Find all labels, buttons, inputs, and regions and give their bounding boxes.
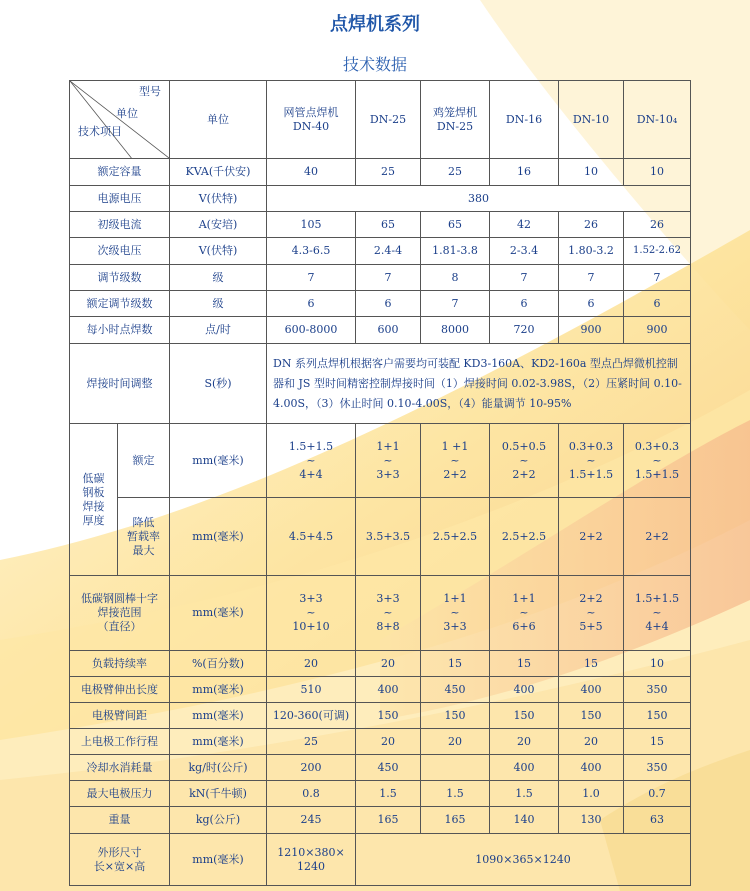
table-cell: 400 [490, 755, 559, 781]
table-cell: 2.4-4 [356, 238, 421, 265]
table-cell: 2+2 [559, 498, 624, 576]
table-cell: 10 [624, 651, 691, 677]
row-unit: kN(千牛顿) [170, 781, 267, 807]
row-unit: V(伏特) [170, 186, 267, 212]
table-cell: 1090×365×1240 [356, 834, 691, 886]
table-cell: 450 [356, 755, 421, 781]
table-cell: 2+2 ~ 5+5 [559, 576, 624, 651]
table-row [70, 212, 691, 238]
row-unit: mm(毫米) [170, 424, 267, 498]
table-cell: 600 [356, 317, 421, 344]
table-cell: 400 [559, 677, 624, 703]
table-row [70, 703, 691, 729]
table-cell: 105 [267, 212, 356, 238]
table-cell: 140 [490, 807, 559, 834]
model-header: 网管点焊机 DN-40 [267, 81, 356, 159]
table-cell: 20 [356, 651, 421, 677]
row-label: 冷却水消耗量 [70, 755, 170, 781]
table-row [70, 807, 691, 834]
table-cell: 25 [421, 159, 490, 186]
row-label: 负载持续率 [70, 651, 170, 677]
table-cell: 720 [490, 317, 559, 344]
model-header: DN-10₄ [624, 81, 691, 159]
table-cell: 245 [267, 807, 356, 834]
table-row [70, 317, 691, 344]
row-unit: 级 [170, 291, 267, 317]
table-cell: 7 [356, 265, 421, 291]
table-row [70, 498, 691, 576]
row-label: 上电极工作行程 [70, 729, 170, 755]
table-row [70, 729, 691, 755]
table-cell: 7 [421, 291, 490, 317]
table-cell: 1.81-3.8 [421, 238, 490, 265]
table-cell: 7 [490, 265, 559, 291]
row-unit: mm(毫米) [170, 729, 267, 755]
table-cell: 350 [624, 677, 691, 703]
table-cell: 380 [267, 186, 691, 212]
table-cell: 63 [624, 807, 691, 834]
weld-time-note: DN 系列点焊机根据客户需要均可装配 KD3-160A、KD2-160a 型点凸焊微机控制器和 JS 型时间精密控制焊接时间（1）焊接时间 0.02-3.98S，（2）压紧时间 0.10-4.00S，（3）休止时间 0.10-4.00S，（4）能量调节 10-95% [267, 344, 691, 424]
table-cell: 150 [356, 703, 421, 729]
row-unit: 点/时 [170, 317, 267, 344]
table-cell: 3+3 ~ 8+8 [356, 576, 421, 651]
table-cell: 1.5 [356, 781, 421, 807]
table-cell: 20 [559, 729, 624, 755]
table-cell: 7 [267, 265, 356, 291]
table-cell: 150 [490, 703, 559, 729]
table-cell: 6 [356, 291, 421, 317]
table-cell: 510 [267, 677, 356, 703]
table-row [70, 576, 691, 651]
row-unit: KVA(千伏安) [170, 159, 267, 186]
table-row [70, 291, 691, 317]
table-cell: 6 [559, 291, 624, 317]
table-cell: 8000 [421, 317, 490, 344]
row-label: 焊接时间调整 [70, 344, 170, 424]
row-label: 外形尺寸 长×宽×高 [70, 834, 170, 886]
row-label: 电极臂间距 [70, 703, 170, 729]
table-cell: 6 [267, 291, 356, 317]
table-cell: 15 [559, 651, 624, 677]
table-cell: 400 [490, 677, 559, 703]
table-cell: 20 [356, 729, 421, 755]
table-cell [421, 755, 490, 781]
table-cell: 20 [421, 729, 490, 755]
table-cell: 600-8000 [267, 317, 356, 344]
row-label: 降低 暂载率 最大 [118, 498, 170, 576]
table-cell: 6 [490, 291, 559, 317]
table-cell: 1.5 [421, 781, 490, 807]
table-cell: 6 [624, 291, 691, 317]
table-cell: 2+2 [624, 498, 691, 576]
row-unit: mm(毫米) [170, 677, 267, 703]
row-unit: kg(公斤) [170, 807, 267, 834]
table-cell: 450 [421, 677, 490, 703]
row-label: 每小时点焊数 [70, 317, 170, 344]
table-cell: 65 [421, 212, 490, 238]
row-label: 电源电压 [70, 186, 170, 212]
table-cell: 1 +1 ~ 2+2 [421, 424, 490, 498]
table-row [70, 238, 691, 265]
table-row [70, 651, 691, 677]
row-label: 重量 [70, 807, 170, 834]
row-unit: V(伏特) [170, 238, 267, 265]
header-unit-label: 单位 [116, 107, 138, 120]
row-unit: S(秒) [170, 344, 267, 424]
table-cell: 1210×380× 1240 [267, 834, 356, 886]
table-cell: 1.0 [559, 781, 624, 807]
table-cell: 165 [356, 807, 421, 834]
table-cell: 0.7 [624, 781, 691, 807]
table-cell: 10 [624, 159, 691, 186]
table-cell: 200 [267, 755, 356, 781]
table-cell: 15 [421, 651, 490, 677]
table-cell: 15 [490, 651, 559, 677]
row-unit: kg/时(公斤) [170, 755, 267, 781]
header-row [70, 81, 691, 159]
table-cell: 1.5+1.5 ~ 4+4 [267, 424, 356, 498]
model-header: DN-10 [559, 81, 624, 159]
row-unit: A(安培) [170, 212, 267, 238]
table-cell: 20 [490, 729, 559, 755]
row-label: 额定容量 [70, 159, 170, 186]
row-unit: mm(毫米) [170, 834, 267, 886]
table-cell: 3.5+3.5 [356, 498, 421, 576]
row-label: 初级电流 [70, 212, 170, 238]
table-cell: 2.5+2.5 [490, 498, 559, 576]
row-label: 调节级数 [70, 265, 170, 291]
table-cell: 20 [267, 651, 356, 677]
table-row [70, 159, 691, 186]
table-cell: 1.5+1.5 ~ 4+4 [624, 576, 691, 651]
header-item-label: 技术项目 [78, 125, 122, 138]
row-unit: %(百分数) [170, 651, 267, 677]
model-header: DN-25 [356, 81, 421, 159]
row-unit: mm(毫米) [170, 576, 267, 651]
header-model-label: 型号 [139, 85, 161, 98]
table-cell: 7 [624, 265, 691, 291]
table-cell: 1+1 ~ 3+3 [356, 424, 421, 498]
table-cell: 2.5+2.5 [421, 498, 490, 576]
table-cell: 400 [559, 755, 624, 781]
table-cell: 130 [559, 807, 624, 834]
table-cell: 42 [490, 212, 559, 238]
row-label: 次级电压 [70, 238, 170, 265]
table-cell: 0.5+0.5 ~ 2+2 [490, 424, 559, 498]
table-cell: 26 [624, 212, 691, 238]
diagonal-header-cell [70, 81, 170, 159]
table-row [70, 424, 691, 498]
table-cell: 15 [624, 729, 691, 755]
group-label: 低碳 钢板 焊接 厚度 [70, 424, 118, 576]
spec-table [69, 80, 691, 886]
table-cell: 1+1 ~ 3+3 [421, 576, 490, 651]
page-title: 点焊机系列 [330, 14, 420, 35]
table-row [70, 834, 691, 886]
table-row [70, 755, 691, 781]
table-cell: 150 [421, 703, 490, 729]
table-cell: 40 [267, 159, 356, 186]
table-cell: 1+1 ~ 6+6 [490, 576, 559, 651]
table-cell: 7 [559, 265, 624, 291]
page-subtitle: 技术数据 [342, 55, 407, 74]
row-label: 电极臂伸出长度 [70, 677, 170, 703]
row-unit: mm(毫米) [170, 498, 267, 576]
table-cell: 165 [421, 807, 490, 834]
table-cell: 0.8 [267, 781, 356, 807]
model-header: 鸡笼焊机 DN-25 [421, 81, 490, 159]
row-unit: 级 [170, 265, 267, 291]
table-cell: 120-360(可调) [267, 703, 356, 729]
table-cell: 4.3-6.5 [267, 238, 356, 265]
table-cell: 1.5 [490, 781, 559, 807]
table-cell: 400 [356, 677, 421, 703]
table-cell: 0.3+0.3 ~ 1.5+1.5 [624, 424, 691, 498]
table-cell: 26 [559, 212, 624, 238]
row-label: 额定 [118, 424, 170, 498]
table-row [70, 186, 691, 212]
table-cell: 4.5+4.5 [267, 498, 356, 576]
unit-column-header: 单位 [170, 81, 267, 159]
table-row [70, 781, 691, 807]
row-label: 低碳钢圆棒十字 焊接范围 （直径） [70, 576, 170, 651]
table-row [70, 344, 691, 424]
table-cell: 25 [356, 159, 421, 186]
table-cell: 2-3.4 [490, 238, 559, 265]
table-cell: 900 [559, 317, 624, 344]
row-label: 额定调节级数 [70, 291, 170, 317]
table-cell: 0.3+0.3 ~ 1.5+1.5 [559, 424, 624, 498]
table-cell: 25 [267, 729, 356, 755]
table-cell: 1.80-3.2 [559, 238, 624, 265]
model-header: DN-16 [490, 81, 559, 159]
table-cell: 10 [559, 159, 624, 186]
table-cell: 150 [624, 703, 691, 729]
table-cell: 16 [490, 159, 559, 186]
row-label: 最大电极压力 [70, 781, 170, 807]
table-cell: 350 [624, 755, 691, 781]
table-cell: 900 [624, 317, 691, 344]
table-row [70, 677, 691, 703]
table-row [70, 265, 691, 291]
table-cell: 65 [356, 212, 421, 238]
table-cell: 3+3 ~ 10+10 [267, 576, 356, 651]
table-cell: 8 [421, 265, 490, 291]
table-cell: 150 [559, 703, 624, 729]
row-unit: mm(毫米) [170, 703, 267, 729]
table-cell: 1.52-2.62 [624, 238, 691, 265]
